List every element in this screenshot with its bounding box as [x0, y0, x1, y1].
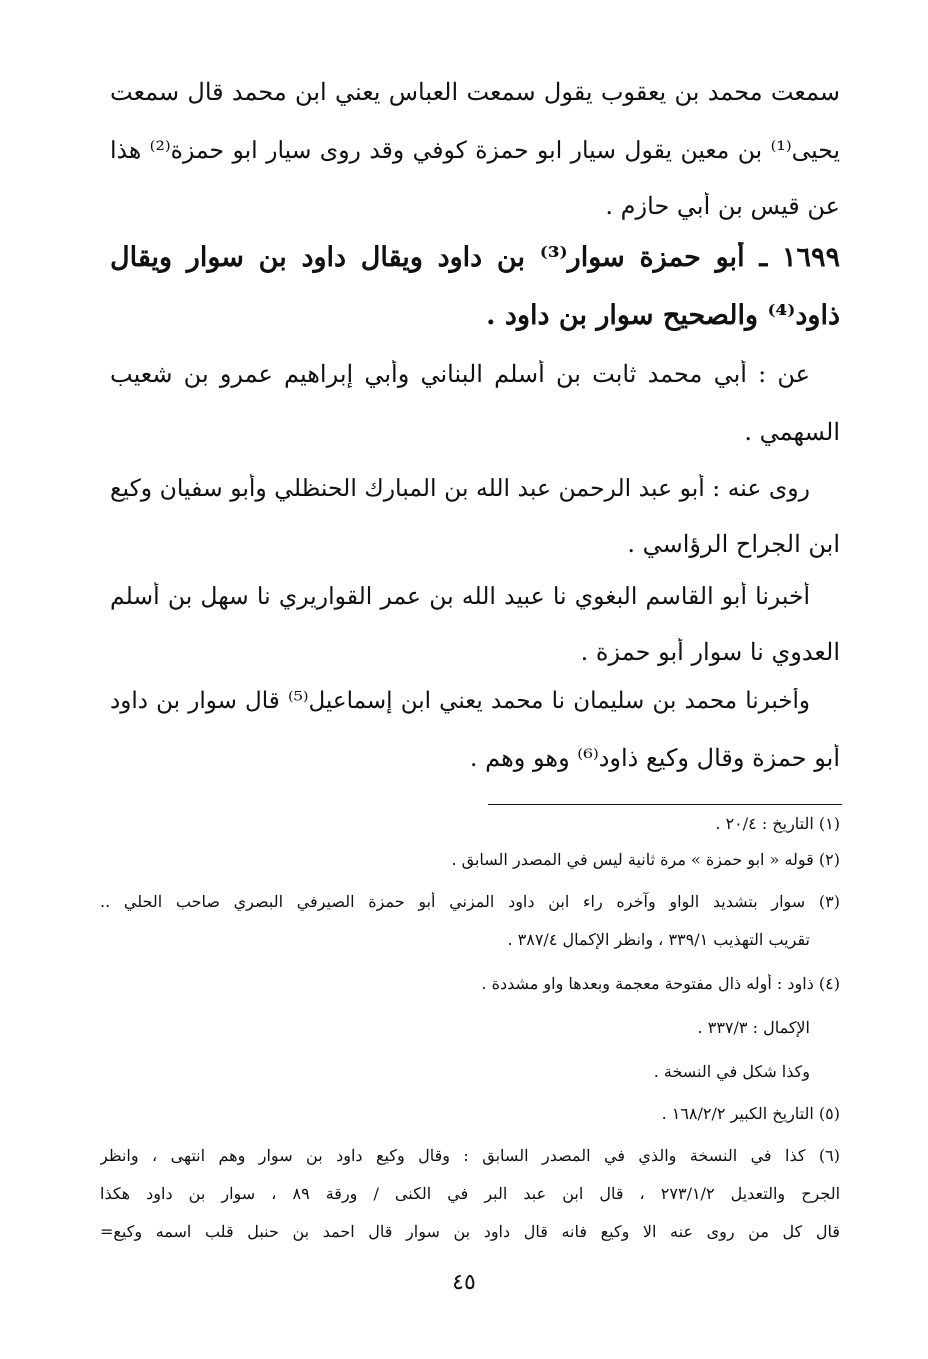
footnote-separator: [488, 804, 842, 805]
paragraph-line: سمعت محمد بن يعقوب يقول سمعت العباس يعني ابن محمد قال سمعت: [110, 78, 840, 106]
page-number: ٤٥: [452, 1270, 476, 1295]
footnote-line: (٥) التاريخ الكبير ١٦٨/٢/٢ .: [661, 1104, 840, 1123]
report-line: العدوي نا سوار أبو حمزة .: [580, 638, 840, 666]
report-line: أخبرنا أبو القاسم البغوي نا عبيد الله بن عمر القواريري نا سهل بن أسلم: [110, 582, 810, 610]
footnote-line: (٤) ذاود : أوله ذال مفتوحة معجمة وبعدها واو مشددة .: [481, 974, 840, 993]
entry-heading-line: ١٦٩٩ ـ أبو حمزة سوار⁽³⁾ بن داود ويقال داود بن سوار ويقال: [110, 242, 840, 273]
report-line: وأخبرنا محمد بن سليمان نا محمد يعني ابن إسماعيل⁽⁵⁾ قال سوار بن داود: [110, 688, 811, 714]
report-line: أبو حمزة وقال وكيع ذاود⁽⁶⁾ وهو وهم .: [469, 744, 840, 772]
paragraph-line: يحيى⁽¹⁾ بن معين يقول سيار ابو حمزة كوفي وقد روى سيار ابو حمزة⁽²⁾ هذا: [110, 136, 840, 164]
footnote-line: تقريب التهذيب ٣٣٩/١ ، وانظر الإكمال ٣٨٧/٤ .: [507, 930, 810, 949]
footnote-line: (٢) قوله « ابو حمزة » مرة ثانية ليس في المصدر السابق .: [451, 850, 840, 869]
narrators-line: روى عنه : أبو عبد الرحمن عبد الله بن المبارك الحنظلي وأبو سفيان وكيع: [110, 474, 810, 502]
narrators-line: ابن الجراح الرؤاسي .: [627, 530, 840, 558]
footnote-line: قال كل من روى عنه الا وكيع فانه قال داود بن سوار قال احمد بن حنبل قلب اسمه وكيع=: [100, 1222, 840, 1241]
footnote-line: (٣) سوار بتشديد الواو وآخره راء ابن داود المزني أبو حمزة الصيرفي البصري صاحب الحلي ..: [100, 892, 840, 911]
teachers-line: السهمي .: [744, 418, 840, 446]
footnote-line: (٦) كذا في النسخة والذي في المصدر السابق : وقال وكيع داود بن سوار وهم انتهى ، وانظر: [100, 1146, 840, 1165]
paragraph-line: عن قيس بن أبي حازم .: [605, 192, 840, 220]
teachers-line: عن : أبي محمد ثابت بن أسلم البناني وأبي إبراهيم عمرو بن شعيب: [110, 360, 810, 388]
footnote-line: (١) التاريخ : ٢٠/٤ .: [715, 814, 840, 833]
entry-heading-line: ذاود⁽⁴⁾ والصحيح سوار بن داود .: [486, 300, 840, 331]
footnote-line: الإكمال : ٣٣٧/٣ .: [697, 1018, 810, 1037]
footnote-line: الجرح والتعديل ٢٧٣/١/٢ ، قال ابن عبد البر في الكنى / ورقة ٨٩ ، سوار بن داود هكذا: [100, 1184, 840, 1203]
footnote-line: وكذا شكل في النسخة .: [653, 1062, 810, 1081]
